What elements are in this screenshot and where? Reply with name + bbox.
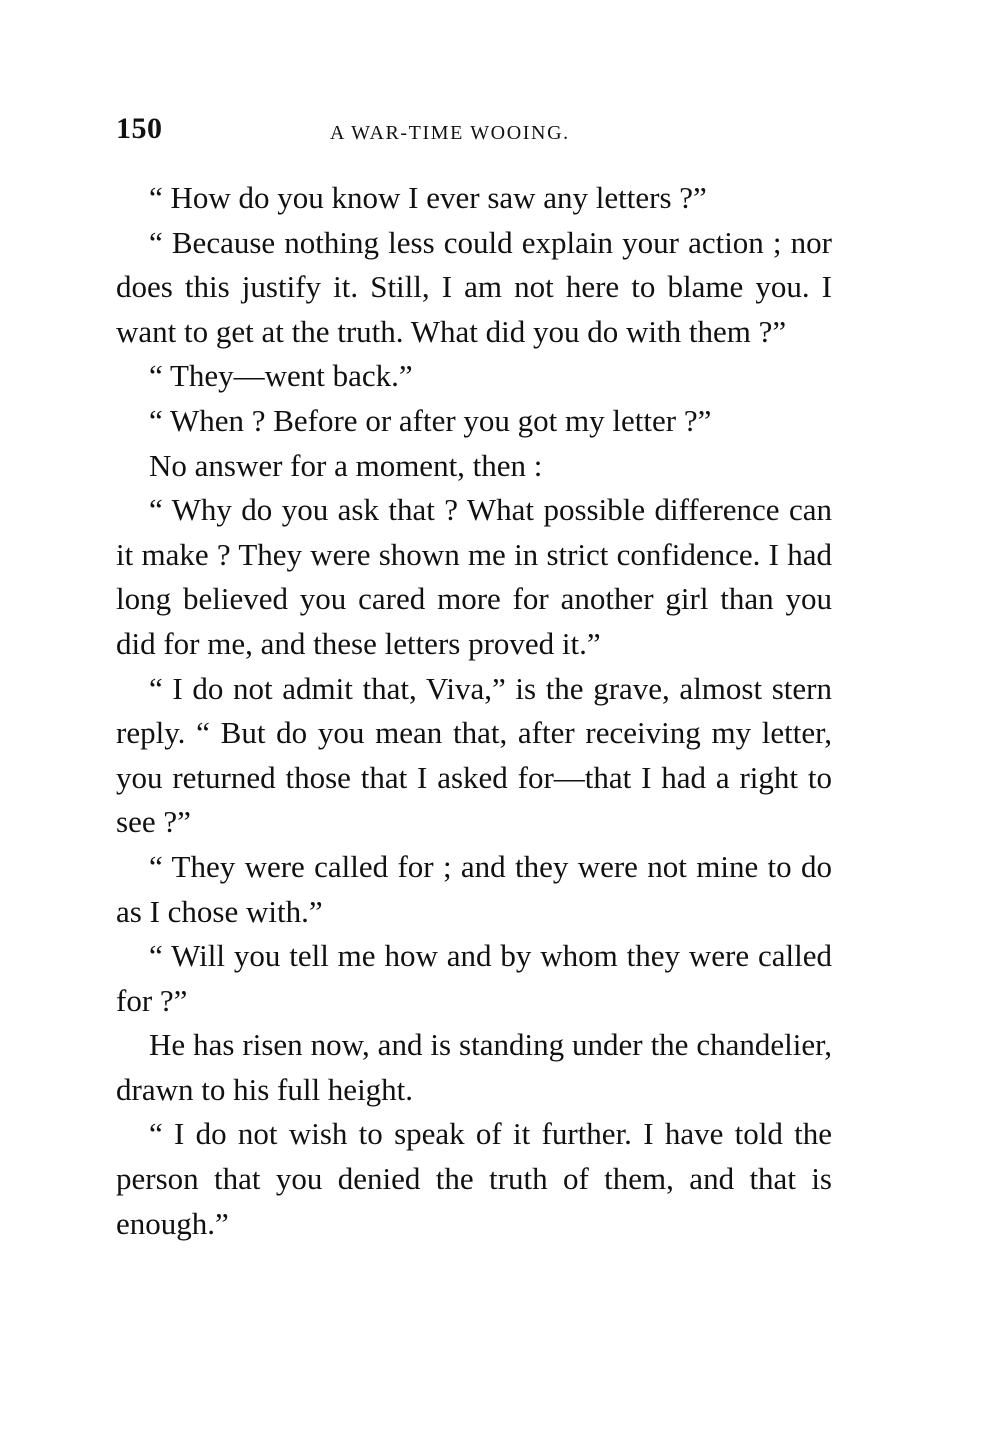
paragraph-1: “ How do you know I ever saw any letters ?” (149, 180, 707, 215)
paragraph-2: “ Because nothing less could explain your action ; nor does this justify it. Still, I am not here to blame you. I want to get at the truth. What did you do with them ?” (116, 224, 832, 349)
paragraph-10: He has risen now, and is standing under the chandelier, drawn to his full height. (116, 1027, 832, 1107)
paragraph-8: “ They were called for ; and they were not mine to do as I chose with.” (116, 848, 832, 929)
paragraph-11: “ I do not wish to speak of it further. I have told the person that you denied the truth of them, and that is enough.” (116, 1116, 832, 1241)
paragraph-7: “ I do not admit that, Viva,” is the grave, almost stern reply. “ But do you mean that, after receiving my letter, you returned those that I asked for—that I had a right to see ?” (116, 670, 832, 840)
paragraph-5: No answer for a moment, then : (149, 447, 543, 483)
paragraph-3: “ They—went back.” (149, 358, 413, 394)
paragraph-4: “ When ? Before or after you got my letter ?” (149, 402, 712, 438)
running-head: A WAR-TIME WOOING. (330, 122, 570, 144)
page-header (116, 112, 832, 152)
paragraph-9: “ Will you tell me how and by whom they were called for ?” (116, 938, 832, 1018)
body-text (116, 176, 832, 1246)
page-number: 150 (116, 112, 163, 145)
paragraph-6: “ Why do you ask that ? What possible difference can it make ? They were shown me in strict confidence. I had long believed you cared more for another girl than you did for me, and these letters proved it.” (116, 492, 832, 661)
